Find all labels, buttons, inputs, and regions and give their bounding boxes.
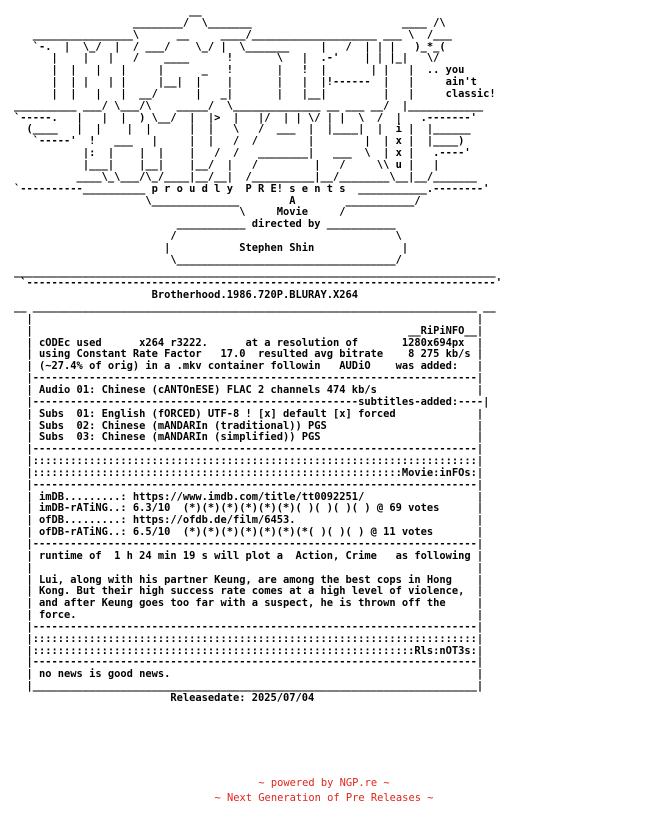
footer-tagline: ~ Next Generation of Pre Releases ~ (214, 792, 434, 804)
nfo-ascii-document: __ ________/ \_______ ____ /\ ________________\ __ ____/____________________ ___ \ /___ `-. | \_/ | / ___/ \_/ | \_______ | / | | | )_*_( | | | / ____ ! \ | .-' | | |_| \/ | | | | | _ ! | ! | | | | .. you | | | | | |__| | | | | |!------ | | ain't | | | | __/ | _| | |__| | | classic! __________ ___/ \___/\ _____/ \______________ __ ___ __/ |____________ `-----. | | | ) \__/ | |> | |/ | | \/ | | \ / | .-------' (____ | | | | | | \ / ___ | |____| | i | |______ `-----' ! ___ | | | / / | | | x | |____) |: | | | | / / ________| ___ \ | x | .----' |___| |__| |__/ | / | / \\ u | | ____\_\___/\_/____|__/__| /__________|__/________\__|__/_______ `----------__________ p r o u d l y P R E! s e n t s ___________.--------' \______________ A ___________/ \ Movie / ___________ directed by ___________ / \ | Stephen Shin | \___________________________________/ _____________________________________________________________________________ `---------------------------------------------------------------------------' Brotherhood.1986.720P.BLURAY.X264 __ _______________________________________________________________________ __ | | | __RiPiNFO__| | cODEc used x264 r3222. at a resolution of 1280x694px | | using Constant Rate Factor 17.0 resulted avg bitrate 8 275 kb/s | | (~27.4% of orig) in a .mkv container followin AUDiO was added: | |-----------------------------------------------------------------------| | Audio 01: Chinese (cANTOnESE) FLAC 2 channels 474 kb/s | |----------------------------------------------------subtitles-added:----| | Subs 01: English (fORCED) UTF-8 ! [x] default [x] forced | | Subs 02: Chinese (mANDARIn (traditional)) PGS | | Subs 03: Chinese (mANDARIn (simplified)) PGS | |-----------------------------------------------------------------------| |:::::::::::::::::::::::::::::::::::::::::::::::::::::::::::::::::::::::| |:::::::::::::::::::::::::::::::::::::::::::::::::::::::::::Movie:inFOs:| |-----------------------------------------------------------------------| | imDB.........: https://www.imdb.com/title/tt0092251/ | | imDB-rATiNG..: 6.3/10 (*)(*)(*)(*)(*)(*)( )( )( )( ) @ 69 votes | | ofDB.........: https://ofdb.de/film/6453. | | ofDB-rATiNG..: 6.5/10 (*)(*)(*)(*)(*)(*)(*( )( )( ) @ 11 votes | |-----------------------------------------------------------------------| | runtime of 1 h 24 min 19 s will plot a Action, Crime as following | | | | Lui, along with his partner Keung, are among the best cops in Hong | | Kong. But their high success rate comes at a high level of violence, | | and after Keung goes too far with a suspect, he is thrown off the | | force. | |-----------------------------------------------------------------------| |:::::::::::::::::::::::::::::::::::::::::::::::::::::::::::::::::::::::| |:::::::::::::::::::::::::::::::::::::::::::::::::::::::::::::Rls:nOT3s:| |-----------------------------------------------------------------------| | no news is good news. | |_______________________________________________________________________| Releasedate: 2025/07/04 (14, 5, 502, 704)
footer-powered-by: ~ powered by NGP.re ~ (258, 777, 390, 789)
